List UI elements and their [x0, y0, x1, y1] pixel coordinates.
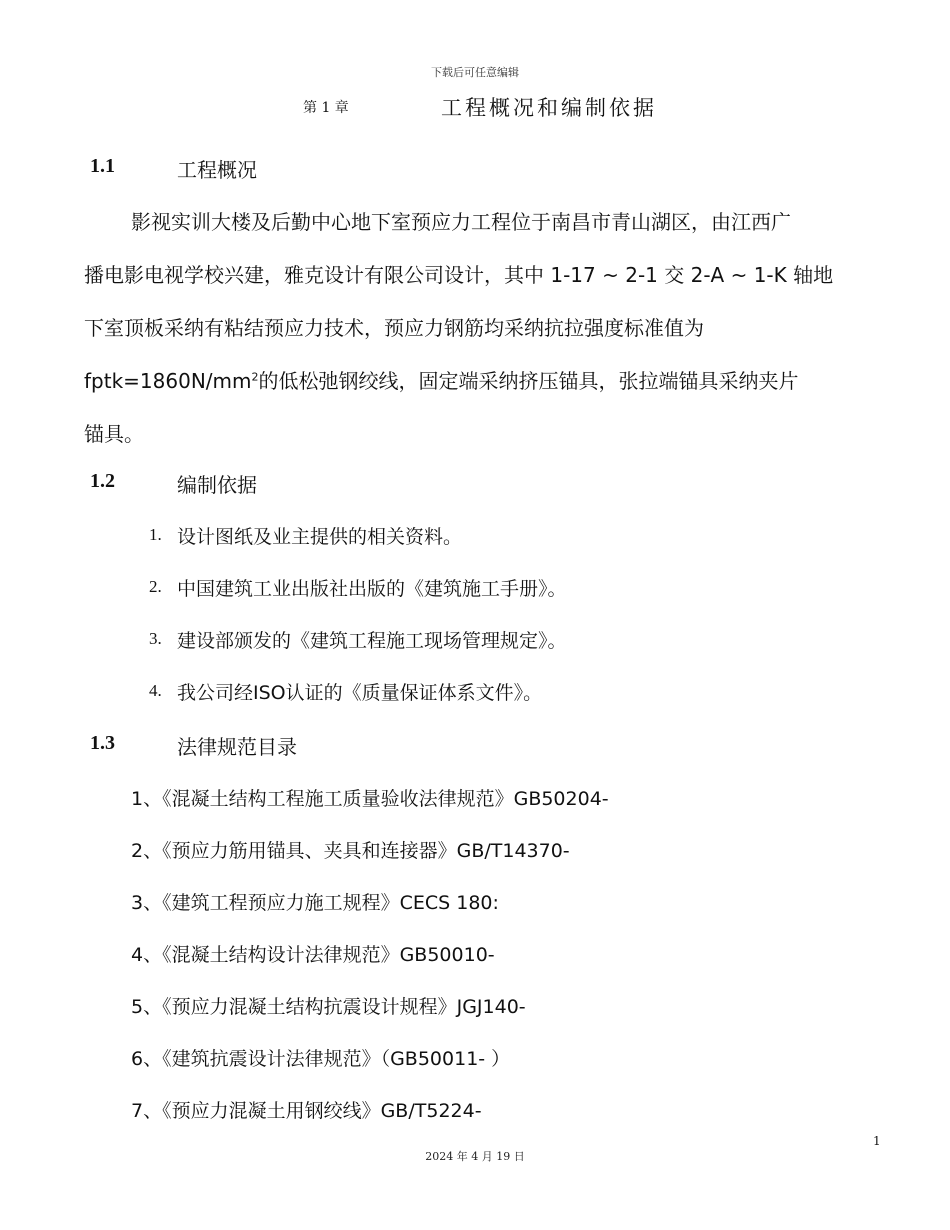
paragraph-line: 下室顶板采纳有粘结预应力技术，预应力钢筋均采纳抗拉强度标准值为 — [84, 316, 704, 340]
regulation-item: 7、《预应力混凝土用钢绞线》GB/T5224- — [131, 1100, 482, 1122]
list-item: 设计图纸及业主提供的相关资料。 — [177, 526, 463, 548]
section-number: 1.3 — [90, 732, 115, 754]
section-number: 1.1 — [90, 155, 115, 177]
page-header-note: 下载后可任意编辑 — [431, 66, 519, 79]
paragraph-text: 的低松弛钢绞线，固定端采纳挤压锚具，张拉端锚具采纳夹片 — [258, 369, 799, 393]
list-item-number: 2. — [149, 577, 162, 596]
superscript: 2 — [251, 370, 259, 384]
list-item: 我公司经ISO认证的《质量保证体系文件》。 — [177, 682, 543, 704]
chapter-number: 第 1 章 — [303, 100, 349, 116]
paragraph-line: 播电影电视学校兴建，雅克设计有限公司设计，其中 1-17 ~ 2-1 交 2-A ~ 1-K 轴地 — [84, 263, 834, 287]
regulation-item: 6、《建筑抗震设计法律规范》（GB50011- ） — [131, 1048, 511, 1070]
regulation-item: 5、《预应力混凝土结构抗震设计规程》JGJ140- — [131, 996, 526, 1018]
regulation-item: 2、《预应力筋用锚具、夹具和连接器》GB/T14370- — [131, 840, 570, 862]
footer-date: 2024 年 4 月 19 日 — [425, 1150, 525, 1163]
formula-text: fptk=1860N/mm — [84, 369, 252, 393]
chapter-title: 工程概况和编制依据 — [441, 96, 657, 120]
paragraph-line: 影视实训大楼及后勤中心地下室预应力工程位于南昌市青山湖区，由江西广 — [131, 210, 791, 234]
regulation-item: 1、《混凝土结构工程施工质量验收法律规范》GB50204- — [131, 788, 609, 810]
paragraph-line: 锚具。 — [84, 422, 144, 446]
section-number: 1.2 — [90, 470, 115, 492]
list-item: 中国建筑工业出版社出版的《建筑施工手册》。 — [177, 578, 567, 600]
list-item-number: 1. — [149, 525, 162, 544]
paragraph-line — [84, 365, 798, 394]
section-title: 工程概况 — [177, 158, 257, 182]
regulation-item: 4、《混凝土结构设计法律规范》GB50010- — [131, 944, 495, 966]
list-item: 建设部颁发的《建筑工程施工现场管理规定》。 — [177, 630, 567, 652]
regulation-item: 3、《建筑工程预应力施工规程》CECS 180: — [131, 892, 499, 914]
list-item-number: 3. — [149, 629, 162, 648]
section-title: 法律规范目录 — [177, 735, 297, 759]
page-number: 1 — [873, 1134, 881, 1148]
list-item-number: 4. — [149, 681, 162, 700]
section-title: 编制依据 — [177, 473, 257, 497]
